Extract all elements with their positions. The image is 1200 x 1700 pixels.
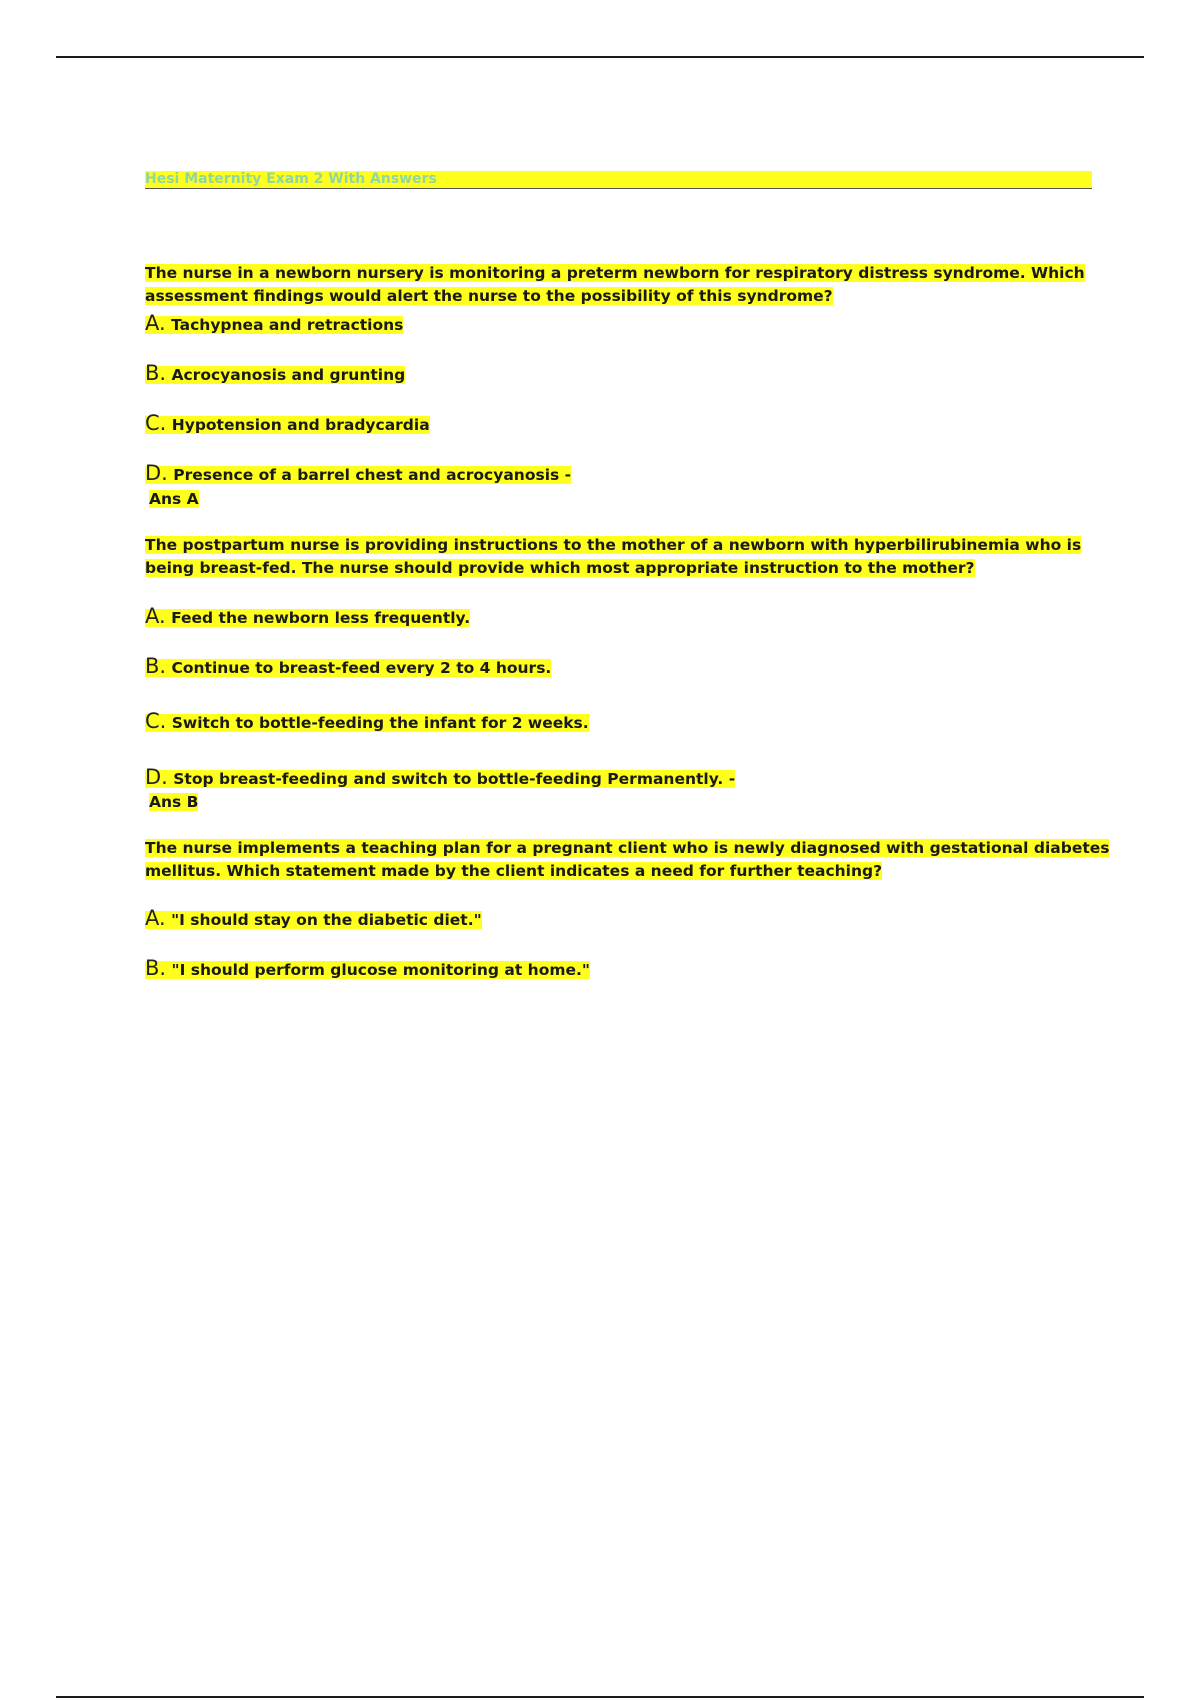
option-letter: C. — [145, 709, 167, 733]
option-text: Feed the newborn less frequently. — [165, 609, 471, 627]
option-text: Hypotension and bradycardia — [166, 416, 430, 434]
option-text: Tachypnea and retractions — [165, 316, 404, 334]
option-text: "I should stay on the diabetic diet." — [165, 911, 482, 929]
option-c — [145, 410, 430, 438]
option-letter: B. — [145, 956, 167, 980]
option-b — [145, 360, 405, 388]
answer-text: Ans B — [149, 793, 199, 811]
option-text: Presence of a barrel chest and acrocyanosis - — [167, 466, 572, 484]
question-text: The nurse in a newborn nursery is monitoring a preterm newborn for respiratory distress syndrome. Which assessment findings would alert the nurse to the possibility of this syndrome? — [145, 264, 1085, 305]
option-text: Switch to bottle-feeding the infant for 2 weeks. — [166, 714, 589, 732]
option-letter: A. — [145, 906, 166, 930]
option-text: "I should perform glucose monitoring at home." — [166, 961, 590, 979]
header-rule — [56, 56, 1144, 58]
answer-key — [145, 791, 198, 813]
document-title: Hesi Maternity Exam 2 With Answers — [145, 171, 1092, 189]
option-letter: A. — [145, 604, 166, 628]
option-d — [145, 764, 735, 792]
option-b — [145, 955, 590, 983]
option-letter: B. — [145, 361, 167, 385]
question-1 — [145, 262, 1125, 308]
answer-key — [145, 488, 199, 510]
option-letter: D. — [145, 461, 168, 485]
option-text: Continue to breast-feed every 2 to 4 hours. — [166, 659, 552, 677]
option-letter: D. — [145, 765, 168, 789]
option-d — [145, 460, 571, 488]
option-a — [145, 603, 470, 631]
option-c — [145, 708, 589, 736]
question-text: The nurse implements a teaching plan for a pregnant client who is newly diagnosed with gestational diabetes mellitus. Which statement made by the client indicates a need for further teaching? — [145, 839, 1110, 880]
question-3 — [145, 837, 1125, 883]
option-a — [145, 905, 482, 933]
option-b — [145, 653, 551, 681]
option-text: Acrocyanosis and grunting — [166, 366, 406, 384]
option-a — [145, 310, 403, 338]
footer-rule — [56, 1696, 1144, 1698]
question-text: The postpartum nurse is providing instructions to the mother of a newborn with hyperbilirubinemia who is being breast-fed. The nurse should provide which most appropriate instruction to the mother? — [145, 536, 1082, 577]
option-letter: B. — [145, 654, 167, 678]
answer-text: Ans A — [149, 490, 199, 508]
option-letter: C. — [145, 411, 167, 435]
option-letter: A. — [145, 311, 166, 335]
question-2 — [145, 534, 1125, 580]
option-text: Stop breast-feeding and switch to bottle-feeding Permanently. - — [167, 770, 736, 788]
